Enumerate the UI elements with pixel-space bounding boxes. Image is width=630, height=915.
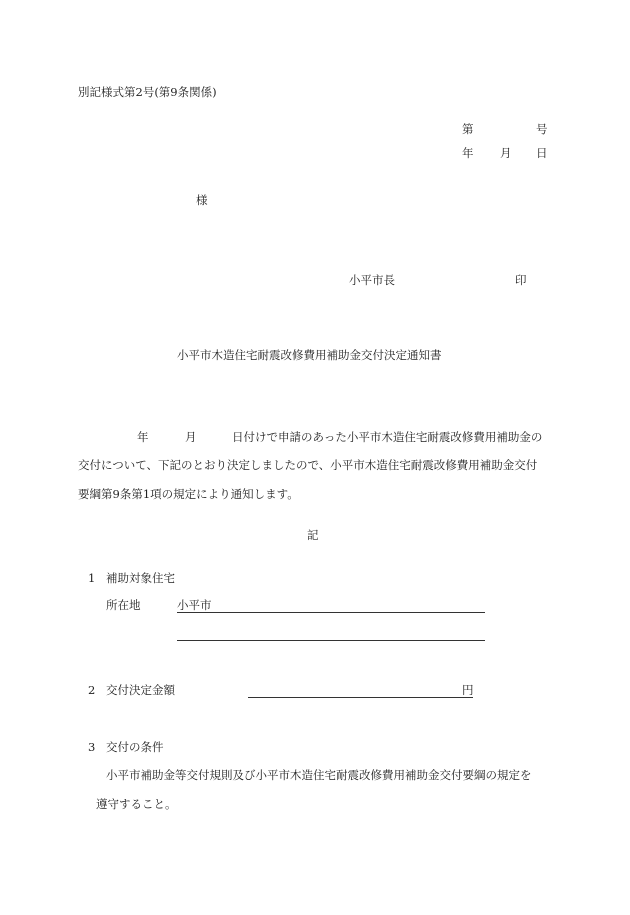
item2-label: 交付決定金額: [106, 683, 175, 697]
ki-marker: 記: [307, 528, 319, 542]
sender-title: 小平市長: [349, 273, 395, 287]
body-year: 年: [137, 430, 149, 444]
amount-unit: 円: [462, 683, 474, 697]
item1-number: 1: [88, 571, 96, 585]
issue-number-suffix: 号: [536, 122, 548, 136]
issue-number-prefix: 第: [462, 122, 474, 136]
body-line2: 交付について、下記のとおり決定しましたので、小平市木造住宅耐震改修費用補助金交付: [78, 458, 538, 472]
body-line1: 日付けで申請のあった小平市木造住宅耐震改修費用補助金の: [232, 430, 543, 444]
item1-label: 補助対象住宅: [106, 571, 175, 585]
body-line3: 要綱第9条第1項の規定により通知します。: [78, 487, 299, 501]
date-year: 年: [462, 146, 474, 160]
location-value: 小平市: [177, 598, 212, 612]
location-label: 所在地: [106, 598, 141, 612]
body-month: 月: [185, 430, 197, 444]
form-number: 別記様式第2号(第9条関係): [78, 85, 217, 99]
document-title: 小平市木造住宅耐震改修費用補助金交付決定通知書: [177, 348, 442, 362]
date-month: 月: [500, 146, 512, 160]
item3-text-line1: 小平市補助金等交付規則及び小平市木造住宅耐震改修費用補助金交付要綱の規定を: [106, 768, 532, 782]
item3-number: 3: [88, 740, 96, 754]
amount-underline: [248, 697, 473, 698]
location-underline-2: [177, 640, 485, 641]
item3-text-line2: 遵守すること。: [96, 797, 177, 811]
seal-mark: 印: [515, 273, 527, 287]
location-underline-1: [177, 612, 485, 613]
item2-number: 2: [88, 683, 96, 697]
item3-label: 交付の条件: [106, 740, 164, 754]
recipient-honorific: 様: [196, 193, 208, 207]
date-day: 日: [536, 146, 548, 160]
